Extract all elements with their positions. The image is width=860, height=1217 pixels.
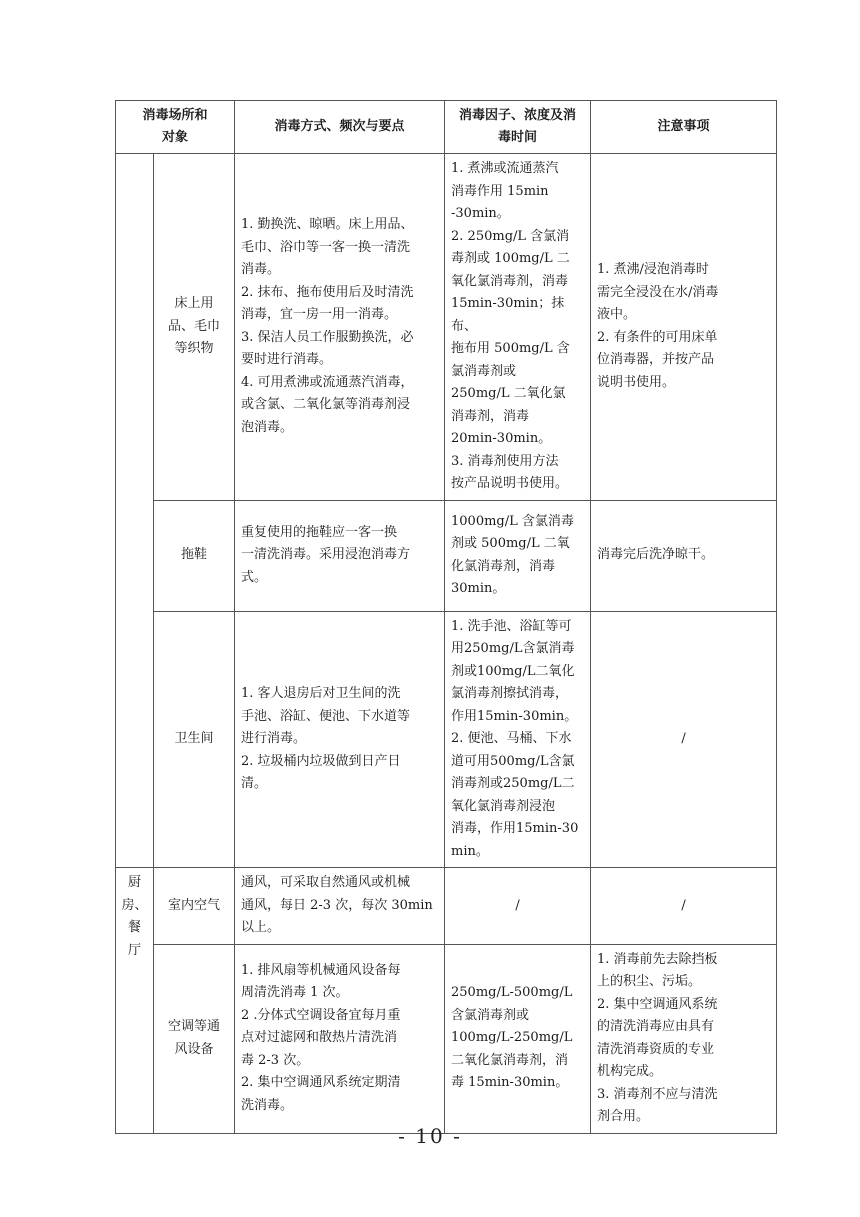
row-object: 室内空气 [154,868,235,945]
page-number: - 10 - [398,1124,462,1148]
row-notes: 1. 煮沸/浸泡消毒时 需完全浸没在水/消毒 液中。 2. 有条件的可用床单 位消毒器，并按产品 说明书使用。 [591,154,777,501]
group-cell-empty [116,154,154,868]
row-factor: 1. 洗手池、浴缸等可 用250mg/L含氯消毒 剂或100mg/L二氧化 氯消毒剂擦拭消毒， 作用15min-30min。 2. 便池、马桶、下水 道可用500mg/L含氯 消毒剂或250mg/L二 氧化氯消毒剂浸泡 消毒，作用15min-30 min。 [445,611,591,868]
row-notes: 1. 消毒前先去除挡板 上的积尘、污垢。 2. 集中空调通风系统 的清洗消毒应由具有 清洗消毒资质的专业 机构完成。 3. 消毒剂不应与清洗 剂合用。 [591,944,777,1133]
row-object: 拖鞋 [154,500,235,611]
group-label-kitchen: 厨 房、 餐 厅 [116,868,154,1134]
row-notes: / [591,868,777,945]
row-notes: 消毒完后洗净晾干。 [591,500,777,611]
row-factor: 1000mg/L 含氯消毒 剂或 500mg/L 二氧 化氯消毒剂，消毒 30min。 [445,500,591,611]
table-row [116,500,777,611]
table-row [116,944,777,1133]
row-method: 重复使用的拖鞋应一客一换 一清洗消毒。采用浸泡消毒方 式。 [235,500,445,611]
header-method: 消毒方式、频次与要点 [235,101,445,154]
header-factor: 消毒因子、浓度及消 毒时间 [445,101,591,154]
table-row [116,868,777,945]
row-object: 卫生间 [154,611,235,868]
row-object: 空调等通 风设备 [154,944,235,1133]
table-row [116,154,777,501]
row-method: 1. 客人退房后对卫生间的洗 手池、浴缸、便池、下水道等 进行消毒。 2. 垃圾桶内垃圾做到日产日 清。 [235,611,445,868]
row-notes: / [591,611,777,868]
row-object: 床上用 品、毛巾 等织物 [154,154,235,501]
table-row [116,611,777,868]
row-factor: 1. 煮沸或流通蒸汽 消毒作用 15min -30min。 2. 250mg/L 含氯消 毒剂或 100mg/L 二 氧化氯消毒剂，消毒 15min-30min；抹布、 拖布用 500mg/L 含 氯消毒剂或 250mg/L 二氧化氯 消毒剂，消毒 20min-30min。 3. 消毒剂使用方法 按产品说明书使用。 [445,154,591,501]
header-place: 消毒场所和 对象 [116,101,235,154]
row-method: 通风，可采取自然通风或机械 通风，每日 2-3 次，每次 30min 以上。 [235,868,445,945]
row-method: 1. 排风扇等机械通风设备每 周清洗消毒 1 次。 2 .分体式空调设备宜每月重 点对过滤网和散热片清洗消 毒 2-3 次。 2. 集中空调通风系统定期清 洗消毒。 [235,944,445,1133]
disinfection-table [115,100,777,1134]
row-factor: 250mg/L-500mg/L 含氯消毒剂或 100mg/L-250mg/L 二氧化氯消毒剂，消 毒 15min-30min。 [445,944,591,1133]
row-factor: / [445,868,591,945]
row-method: 1. 勤换洗、晾晒。床上用品、 毛巾、浴巾等一客一换一清洗 消毒。 2. 抹布、拖布使用后及时清洗 消毒，宜一房一用一消毒。 3. 保洁人员工作服勤换洗，必 要时进行消毒。 4. 可用煮沸或流通蒸汽消毒， 或含氯、二氧化氯等消毒剂浸 泡消毒。 [235,154,445,501]
header-row [116,101,777,154]
header-notes: 注意事项 [591,101,777,154]
